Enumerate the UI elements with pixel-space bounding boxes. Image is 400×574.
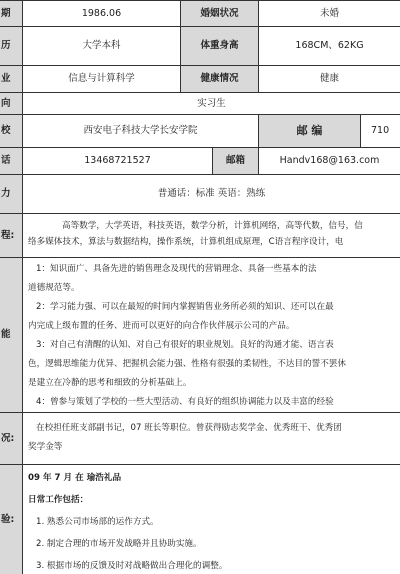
ability-line-8: 4：曾参与策划了学校的一些大型活动、有良好的组织协调能力以及丰富的经验 (36, 397, 334, 407)
ability-label-stub: 能 (0, 258, 22, 412)
ability-row (0, 257, 400, 412)
experience-heading: 09 年 7 月 在 瑜浩礼品 (28, 473, 122, 483)
awards-label-stub: 况: (0, 413, 22, 464)
ability-line-7: 是建立在冷静的思考和细致的分析基础上。 (28, 378, 192, 388)
courses-line-1: 高等数学，大学英语，科技英语，数学分析，计算机网络，高等代数，信号，信 (62, 221, 363, 231)
job-intent-row (0, 92, 400, 114)
height-weight-label: 体重身高 (180, 27, 258, 65)
major-row (0, 65, 400, 92)
birth-row (0, 0, 400, 26)
experience-item-3: 3. 根据市场的反馈及时对战略做出合理化的调整。 (36, 561, 228, 571)
awards-row (0, 412, 400, 464)
courses-label-stub: 程: (0, 214, 22, 257)
ability-line-6: 色，逻辑思维能力优异、把握机会能力强、性格有很强的柔韧性，不达目的誓不罢休 (28, 359, 346, 369)
ability-line-4: 内完成上级布置的任务、进而可以更好的向合作伙伴展示公司的产品。 (28, 321, 295, 331)
school-row (0, 114, 400, 147)
experience-item-1: 1. 熟悉公司市场部的运作方式。 (36, 517, 159, 527)
phone-value: 13468721527 (22, 148, 212, 174)
postcode-label: 邮 编 (258, 115, 360, 147)
language-label-stub: 力 (0, 175, 22, 213)
major-value: 信息与计算科学 (22, 66, 180, 92)
experience-row (0, 464, 400, 574)
email-value: Handv168@163.com (258, 148, 400, 174)
ability-line-5: 3：对自己有清醒的认知、对自己有很好的职业规划。良好的沟通才能、语言表 (36, 340, 334, 350)
health-label: 健康情况 (180, 66, 258, 92)
intent-label-stub: 向 (0, 93, 22, 114)
language-value: 普通话：标准 英语：熟练 (22, 175, 400, 213)
height-weight-value: 168CM、62KG (258, 27, 400, 65)
education-value: 大学本科 (22, 27, 180, 65)
job-intent-value: 实习生 (22, 93, 400, 114)
marital-status-value: 未婚 (258, 1, 400, 26)
courses-line-2: 络多媒体技术，算法与数据结构，操作系统，计算机组成原理，C语言程序设计，电 (28, 237, 344, 247)
courses-row (0, 213, 400, 257)
postcode-value: 710 (360, 115, 400, 147)
language-row (0, 174, 400, 213)
ability-line-1: 1：知识面广、具备先进的销售理念及现代的营销理念、具备一些基本的法 (36, 264, 317, 274)
awards-line-1: 在校担任班支部副书记，07 班长等职位。曾获得励志奖学金、优秀班干、优秀团 (36, 423, 342, 433)
experience-subheading: 日常工作包括： (28, 495, 89, 505)
ability-line-2: 道德规范等。 (28, 283, 80, 293)
major-label-stub: 业 (0, 66, 22, 92)
phone-label-stub: 话 (0, 148, 22, 174)
experience-label-stub: 验: (0, 465, 22, 574)
education-row (0, 26, 400, 65)
experience-item-2: 2. 制定合理的市场开发战略并且协助实施。 (36, 539, 202, 549)
school-label-stub: 校 (0, 115, 22, 147)
education-label-stub: 历 (0, 27, 22, 65)
email-label: 邮箱 (212, 148, 258, 174)
school-value: 西安电子科技大学长安学院 (22, 115, 258, 147)
birth-label-stub: 期 (0, 1, 22, 26)
awards-line-2: 奖学金等 (28, 442, 63, 452)
birth-date-value: 1986.06 (22, 1, 180, 26)
ability-line-3: 2：学习能力强、可以在最短的时间内掌握销售业务所必须的知识、还可以在最 (36, 302, 334, 312)
health-value: 健康 (258, 66, 400, 92)
marital-status-label: 婚姻状况 (180, 1, 258, 26)
contact-row (0, 147, 400, 174)
